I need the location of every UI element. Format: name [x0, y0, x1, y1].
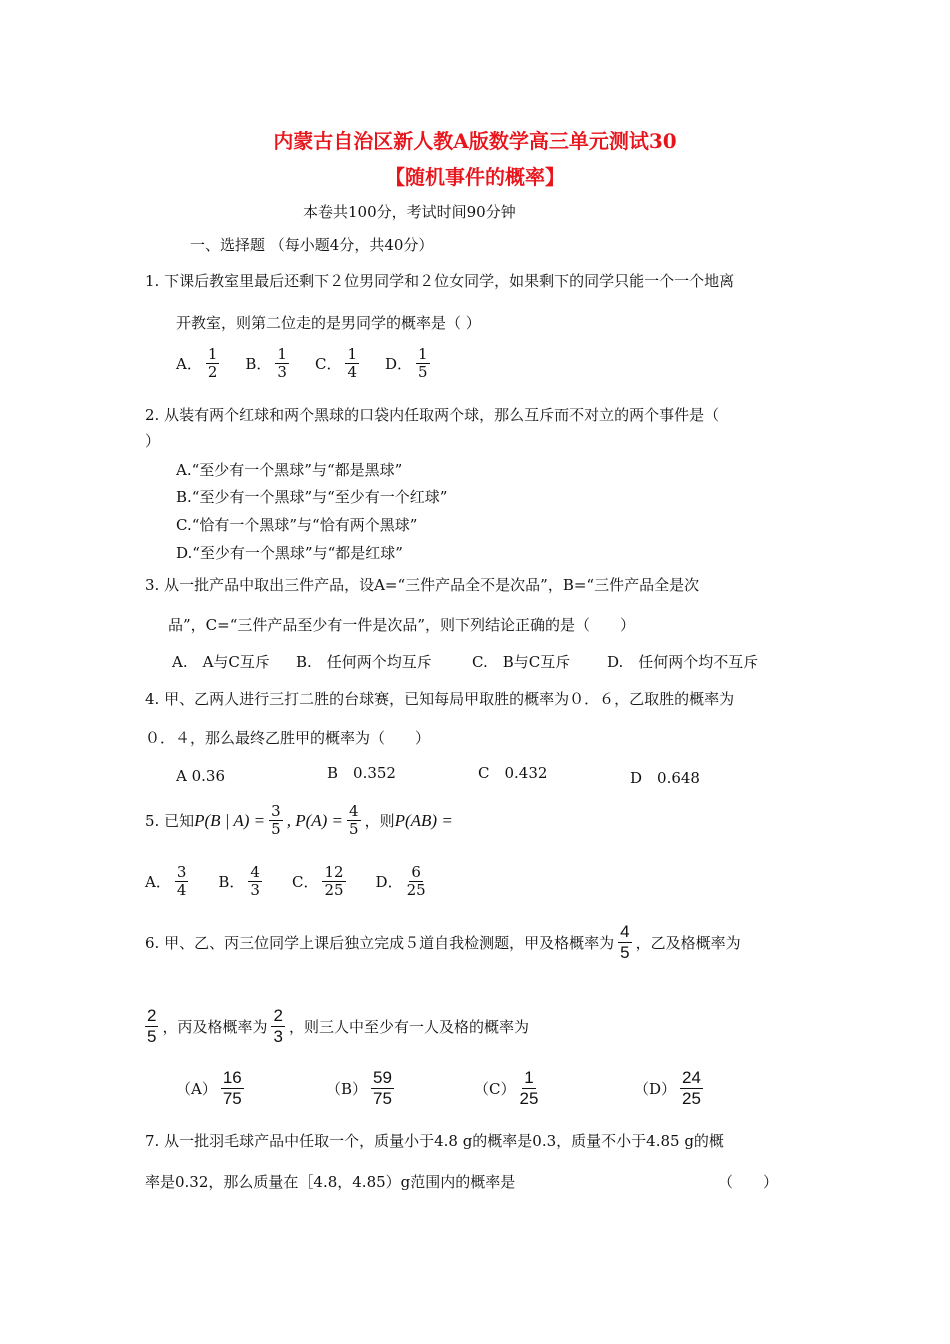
question-5-stem: 5. 已知 P(B | A) = $\frac{3}{5}$ , P(A) = $\frac{4}{5}$ ，则 P(AB) = [145, 802, 453, 839]
question-7-line2: 率是0.32，那么质量在［4.8，4.85）g范围内的概率是 [145, 1173, 516, 1191]
question-6-option-d[interactable]: （D） $\frac{24}{25}$ [634, 1068, 701, 1108]
question-2-option-b[interactable]: B.“至少有一个黑球”与“至少有一个红球” [176, 488, 448, 506]
question-2-option-a[interactable]: A.“至少有一个黑球”与“都是黑球” [176, 461, 403, 479]
question-4-option-a[interactable]: A 0.36 [176, 767, 225, 785]
fraction: $\frac{1}{2}$ [207, 345, 218, 382]
fraction: $\frac{1}{25}$ [519, 1068, 539, 1108]
fraction: $\frac{59}{75}$ [373, 1068, 392, 1108]
fraction: $\frac{1}{5}$ [418, 345, 428, 382]
question-3-line1: 3. 从一批产品中取出三件产品，设A=“三件产品全不是次品”，B=“三件产品全是次 [145, 576, 700, 594]
option-c[interactable]: C． $\frac{1}{4}$ [314, 345, 357, 382]
exam-info: 本卷共100分，考试时间90分钟 [303, 203, 516, 221]
fraction: $\frac{1}{4}$ [347, 345, 357, 382]
question-3-option-c[interactable]: C. B与C互斥 [472, 653, 571, 671]
page-subtitle: 【随机事件的概率】 [385, 165, 565, 189]
fraction: $\frac{3}{4}$ [176, 863, 187, 900]
question-1-line1: 1. 下课后教室里最后还剩下２位男同学和２位女同学，如果剩下的同学只能一个一个地离 [145, 272, 735, 290]
fraction: $\frac{2}{5}$ [147, 1006, 157, 1046]
fraction: $\frac{4}{5}$ [620, 922, 630, 962]
fraction: $\frac{4}{3}$ [250, 863, 260, 900]
fraction: $\frac{6}{25}$ [406, 863, 426, 900]
option-a[interactable]: A． $\frac{3}{4}$ [145, 863, 187, 900]
option-d[interactable]: D． $\frac{6}{25}$ [375, 863, 426, 900]
question-3-option-a[interactable]: A. A与C互斥 [172, 653, 270, 671]
question-1-line2: 开教室，则第二位走的是男同学的概率是（ ） [176, 314, 481, 332]
question-2-option-c[interactable]: C.“恰有一个黑球”与“恰有两个黑球” [176, 516, 418, 534]
question-6-line2: $\frac{2}{5}$ ，丙及格概率为 $\frac{2}{3}$ ，则三人中至少有一人及格的概率为 [147, 1006, 529, 1046]
option-a[interactable]: A． $\frac{1}{2}$ [176, 345, 218, 382]
question-4-line1: 4. 甲、乙两人进行三打二胜的台球赛，已知每局甲取胜的概率为０．６，乙取胜的概率为 [145, 690, 735, 708]
question-2-line1: 2. 从装有两个红球和两个黑球的口袋内任取两个球，那么互斥而不对立的两个事件是（ [145, 406, 720, 424]
option-b[interactable]: B． $\frac{1}{3}$ [245, 345, 287, 382]
fraction: $\frac{1}{3}$ [277, 345, 287, 382]
question-4-line2: ０．４，那么最终乙胜甲的概率为（ ） [145, 729, 431, 747]
question-6-line1: 6. 甲、乙、丙三位同学上课后独立完成５道自我检测题，甲及格概率为 $\frac{4}{5}$ ，乙及格概率为 [145, 922, 741, 962]
fraction: $\frac{2}{3}$ [273, 1006, 283, 1046]
question-3-option-b[interactable]: B. 任何两个均互斥 [296, 653, 432, 671]
question-3-line2: 品”，C=“三件产品至少有一件是次品”，则下列结论正确的是（ ） [168, 616, 636, 634]
page-title: 内蒙古自治区新人教A版数学高三单元测试30 [273, 129, 677, 153]
question-3-option-d[interactable]: D. 任何两个均不互斥 [607, 653, 759, 671]
question-4-option-c[interactable]: C 0.432 [478, 764, 548, 782]
fraction: $\frac{4}{5}$ [349, 802, 359, 839]
fraction: $\frac{3}{5}$ [271, 802, 281, 839]
question-4-option-d[interactable]: D 0.648 [630, 769, 700, 787]
fraction: $\frac{12}{25}$ [324, 863, 344, 900]
section-heading: 一、选择题 （每小题4分，共40分） [190, 236, 434, 254]
question-6-option-a[interactable]: （A） $\frac{16}{75}$ [176, 1068, 242, 1108]
question-1-options [176, 346, 434, 382]
option-b[interactable]: B． $\frac{4}{3}$ [218, 863, 260, 900]
question-2-option-d[interactable]: D.“至少有一个黑球”与“都是红球” [176, 544, 403, 562]
question-6-option-b[interactable]: （B） $\frac{59}{75}$ [326, 1068, 392, 1108]
fraction: $\frac{16}{75}$ [222, 1068, 242, 1108]
question-5-options [145, 864, 430, 900]
option-c[interactable]: C． $\frac{12}{25}$ [291, 863, 344, 900]
question-7-line1: 7. 从一批羽毛球产品中任取一个，质量小于4.8 g的概率是0.3，质量不小于4.85 g的概 [145, 1132, 724, 1150]
question-2-line2: ） [145, 432, 161, 450]
answer-blank[interactable]: （ ） [718, 1173, 779, 1191]
option-d[interactable]: D． $\frac{1}{5}$ [385, 345, 428, 382]
question-4-option-b[interactable]: B 0.352 [327, 764, 396, 782]
question-6-option-c[interactable]: （C） $\frac{1}{25}$ [474, 1068, 539, 1108]
fraction: $\frac{24}{25}$ [682, 1068, 701, 1108]
